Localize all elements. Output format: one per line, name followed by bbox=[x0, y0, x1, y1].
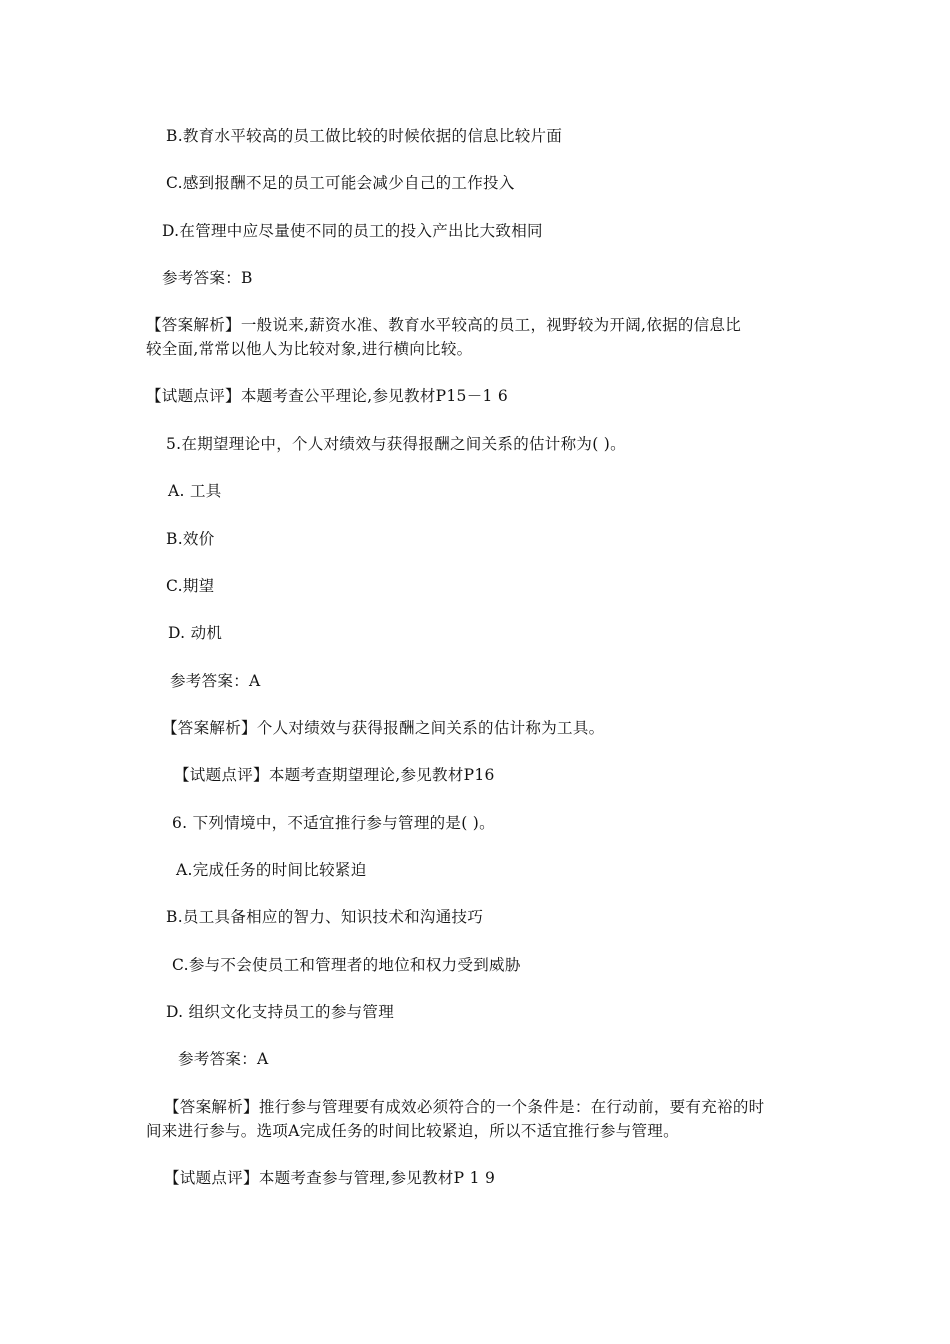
q6-question: 6. 下列情境中，不适宜推行参与管理的是( )。 bbox=[172, 814, 495, 832]
q6-option-a: A.完成任务的时间比较紧迫 bbox=[176, 861, 367, 879]
q4-analysis-line1 bbox=[146, 314, 741, 337]
q6-analysis-text: 推行参与管理要有成效必须符合的一个条件是：在行动前，要有充裕的时 bbox=[258, 1098, 765, 1116]
q5-option-d: D. 动机 bbox=[168, 624, 223, 642]
q6-option-b: B.员工具备相应的智力、知识技术和沟通技巧 bbox=[166, 908, 484, 926]
q5-comment-text: 本题考查期望理论,参见教材P16 bbox=[268, 766, 495, 784]
q5-comment-tag: 【试题点评】 bbox=[174, 766, 269, 784]
q4-comment-text: 本题考查公平理论,参见教材P15－1 6 bbox=[240, 387, 509, 405]
q4-option-d: D.在管理中应尽量使不同的员工的投入产出比大致相同 bbox=[162, 222, 543, 240]
q4-option-b: B.教育水平较高的员工做比较的时候依据的信息比较片面 bbox=[166, 127, 563, 145]
q4-analysis-tag: 【答案解析】 bbox=[146, 316, 241, 334]
q6-analysis-line2: 间来进行参与。选项A完成任务的时间比较紧迫，所以不适宜推行参与管理。 bbox=[146, 1122, 679, 1140]
q5-comment bbox=[174, 764, 495, 787]
q6-comment bbox=[164, 1167, 495, 1190]
q4-analysis-text: 一般说来,薪资水准、教育水平较高的员工，视野较为开阔,依据的信息比 bbox=[240, 316, 742, 334]
q4-analysis-line2: 较全面,常常以他人为比较对象,进行横向比较。 bbox=[146, 340, 473, 358]
q5-answer: 参考答案：A bbox=[170, 672, 261, 690]
q6-comment-text: 本题考查参与管理,参见教材P 1 9 bbox=[258, 1169, 496, 1187]
q5-option-c: C.期望 bbox=[166, 577, 215, 595]
q4-comment bbox=[146, 385, 508, 408]
q4-comment-tag: 【试题点评】 bbox=[146, 387, 241, 405]
q6-answer: 参考答案：A bbox=[178, 1050, 269, 1068]
q6-option-d: D. 组织文化支持员工的参与管理 bbox=[166, 1003, 395, 1021]
q5-option-b: B.效价 bbox=[166, 530, 215, 548]
q6-analysis-tag: 【答案解析】 bbox=[164, 1098, 259, 1116]
q5-analysis bbox=[162, 717, 604, 740]
q5-option-a: A. 工具 bbox=[168, 482, 222, 500]
q6-analysis-line1 bbox=[164, 1096, 764, 1119]
q4-option-c: C.感到报酬不足的员工可能会减少自己的工作投入 bbox=[166, 174, 515, 192]
q4-answer: 参考答案：B bbox=[162, 269, 253, 287]
q5-analysis-tag: 【答案解析】 bbox=[162, 719, 257, 737]
q6-comment-tag: 【试题点评】 bbox=[164, 1169, 259, 1187]
q5-question: 5.在期望理论中，个人对绩效与获得报酬之间关系的估计称为( )。 bbox=[166, 435, 626, 453]
q6-option-c: C.参与不会使员工和管理者的地位和权力受到威胁 bbox=[172, 956, 521, 974]
q5-analysis-text: 个人对绩效与获得报酬之间关系的估计称为工具。 bbox=[256, 719, 605, 737]
